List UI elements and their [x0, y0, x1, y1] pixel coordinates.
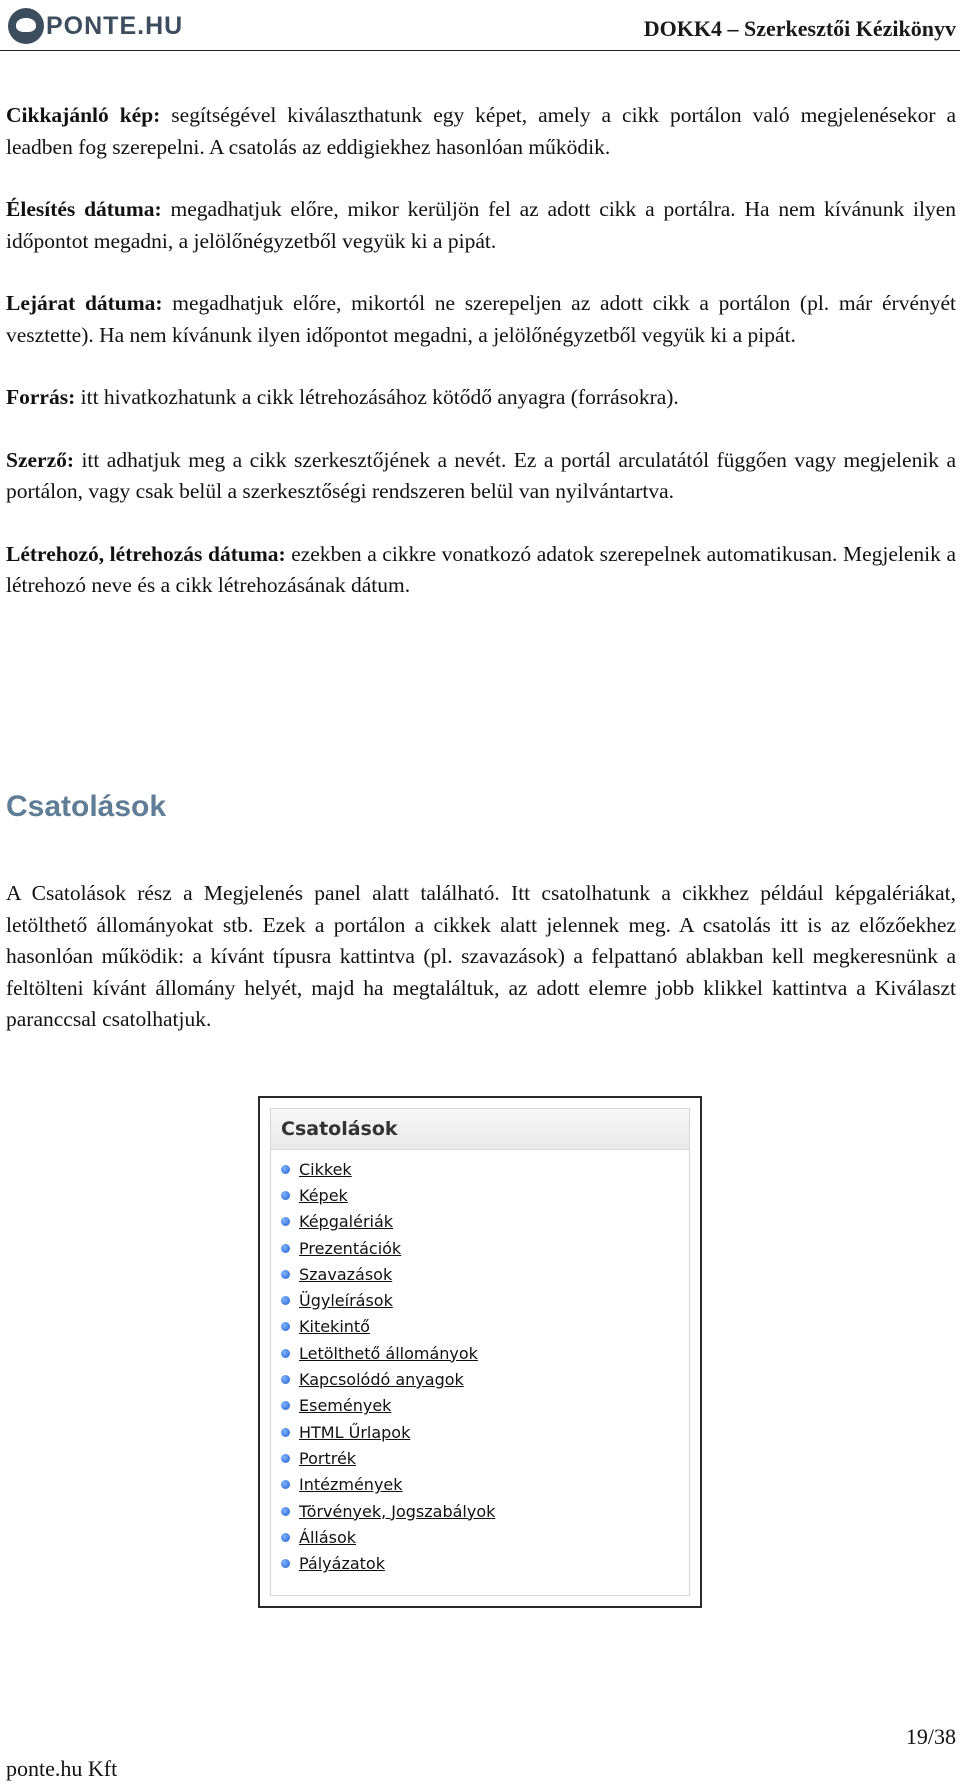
term-description: ezekben a cikkre vonatkozó adatok szerepelnek automatikusan. Megjelenik a létrehozó neve és a cikk létrehozásának dátum. — [6, 541, 956, 597]
bullet-icon — [281, 1296, 290, 1305]
page-header — [0, 0, 960, 52]
list-item[interactable] — [281, 1182, 689, 1208]
term-label: Lejárat dátuma: — [6, 291, 163, 315]
list-item[interactable] — [281, 1314, 689, 1340]
ponte-logo — [8, 6, 183, 46]
attachment-link[interactable]: Szavazások — [299, 1264, 393, 1284]
term-label: Forrás: — [6, 385, 76, 409]
term-description: itt hivatkozhatunk a cikk létrehozásához kötődő anyagra (forrásokra). — [75, 385, 679, 409]
paragraph-cikkajanlo-kep — [6, 100, 956, 163]
list-item[interactable] — [281, 1393, 689, 1419]
paragraph-elesites-datuma — [6, 194, 956, 257]
attachment-link[interactable]: Pályázatok — [299, 1554, 385, 1574]
bullet-icon — [281, 1428, 290, 1437]
attachment-link[interactable]: HTML Űrlapok — [299, 1422, 411, 1442]
bullet-icon — [281, 1507, 290, 1516]
bullet-icon — [281, 1559, 290, 1568]
term-description: segítségével kiválaszthatunk egy képet, amely a cikk portálon való megjelenésekor a leadben fog szerepelni. A csatolás az eddigiekhez hasonlóan működik. — [6, 103, 956, 159]
attachment-link[interactable]: Kapcsolódó anyagok — [299, 1370, 464, 1390]
logo-text: PONTE.HU — [46, 11, 184, 40]
list-item[interactable] — [281, 1235, 689, 1261]
attachment-link[interactable]: Ügyleírások — [299, 1291, 393, 1311]
bullet-icon — [281, 1401, 290, 1410]
bullet-icon — [281, 1480, 290, 1489]
bullet-icon — [281, 1322, 290, 1331]
attachment-link[interactable]: Letölthető állományok — [299, 1343, 478, 1363]
term-label: Létrehozó, létrehozás dátuma: — [6, 541, 286, 566]
list-item[interactable] — [281, 1366, 689, 1392]
list-item[interactable] — [281, 1524, 689, 1550]
term-label: Szerző: — [6, 447, 75, 472]
section-body — [6, 878, 956, 1067]
attachment-link[interactable]: Törvények, Jogszabályok — [299, 1501, 496, 1521]
attachment-link[interactable]: Intézmények — [299, 1475, 403, 1495]
list-item[interactable] — [281, 1419, 689, 1445]
document-title: DOKK4 – Szerkesztői Kézikönyv — [643, 16, 956, 41]
term-description: megadhatjuk előre, mikortól ne szerepeljen az adott cikk a portálon (pl. már érvényét vesztette). Ha nem kívánunk ilyen időpontot megadni, a jelölőnégyzetből vegyük ki a pipát. — [6, 291, 957, 347]
paragraph-szerzo — [6, 445, 956, 508]
bullet-icon — [281, 1191, 290, 1200]
term-label: Élesítés dátuma: — [6, 197, 162, 221]
bullet-icon — [281, 1244, 290, 1253]
header-divider — [0, 50, 960, 51]
attachment-link[interactable]: Portrék — [299, 1448, 357, 1468]
term-description: megadhatjuk előre, mikor kerüljön fel az adott cikk a portálra. Ha nem kívánunk ilyen időpontot megadni, a jelölőnégyzetből vegyük ki a pipát. — [6, 197, 956, 253]
bullet-icon — [281, 1165, 290, 1174]
page-number: 19/38 — [905, 1724, 956, 1749]
attachment-link[interactable]: Állások — [299, 1527, 357, 1547]
attachment-link[interactable]: Prezentációk — [299, 1238, 402, 1258]
paragraph-lejarat-datuma — [6, 288, 956, 351]
company-name: ponte.hu Kft — [6, 1756, 118, 1781]
list-item[interactable] — [281, 1445, 689, 1471]
list-item[interactable] — [281, 1209, 689, 1235]
bullet-icon — [281, 1375, 290, 1384]
list-item[interactable] — [281, 1340, 689, 1366]
attachment-link[interactable]: Események — [299, 1396, 392, 1416]
list-item[interactable] — [281, 1261, 689, 1287]
bullet-icon — [281, 1533, 290, 1542]
attachments-screenshot — [258, 1096, 702, 1608]
bullet-icon — [281, 1349, 290, 1358]
list-item[interactable] — [281, 1498, 689, 1524]
logo-icon — [8, 8, 44, 44]
attachment-link[interactable]: Képek — [299, 1185, 348, 1205]
list-item[interactable] — [281, 1550, 689, 1576]
bullet-icon — [281, 1270, 290, 1279]
attachment-type-list — [271, 1150, 689, 1577]
bullet-icon — [281, 1454, 290, 1463]
term-label: Cikkajánló kép: — [6, 103, 161, 127]
attachment-link[interactable]: Cikkek — [299, 1159, 352, 1179]
section-heading: Csatolások — [6, 790, 167, 823]
bullet-icon — [281, 1217, 290, 1226]
attachment-link[interactable]: Képgalériák — [299, 1212, 394, 1232]
panel-title: Csatolások — [271, 1109, 689, 1150]
paragraph-letrehozo — [6, 539, 956, 602]
attachments-panel — [270, 1108, 690, 1596]
term-description: itt adhatjuk meg a cikk szerkesztőjének a nevét. Ez a portál arculatától függően vagy megjelenik a portálon, vagy csak belül a szerkesztőségi rendszeren belül van nyilvántartva. — [6, 447, 956, 503]
attachment-link[interactable]: Kitekintő — [299, 1317, 370, 1337]
definitions-section — [6, 100, 956, 633]
list-item[interactable] — [281, 1287, 689, 1313]
list-item[interactable] — [281, 1472, 689, 1498]
paragraph-forras — [6, 382, 956, 414]
section-paragraph: A Csatolások rész a Megjelenés panel alatt található. Itt csatolhatunk a cikkhez például képgalériákat, letölthető állományokat stb. Ezek a portálon a cikkek alatt jelennek meg. A csatolás itt is az előzőekhez hasonlóan működik: a kívánt típusra kattintva (pl. szavazások) a felpattanó ablakban kell megkeresnünk a feltölteni kívánt állomány helyét, majd ha megtaláltuk, az adott elemre jobb klikkel kattintva a Kiválaszt paranccsal csatolhatjuk. — [6, 881, 956, 1031]
list-item[interactable] — [281, 1156, 689, 1182]
